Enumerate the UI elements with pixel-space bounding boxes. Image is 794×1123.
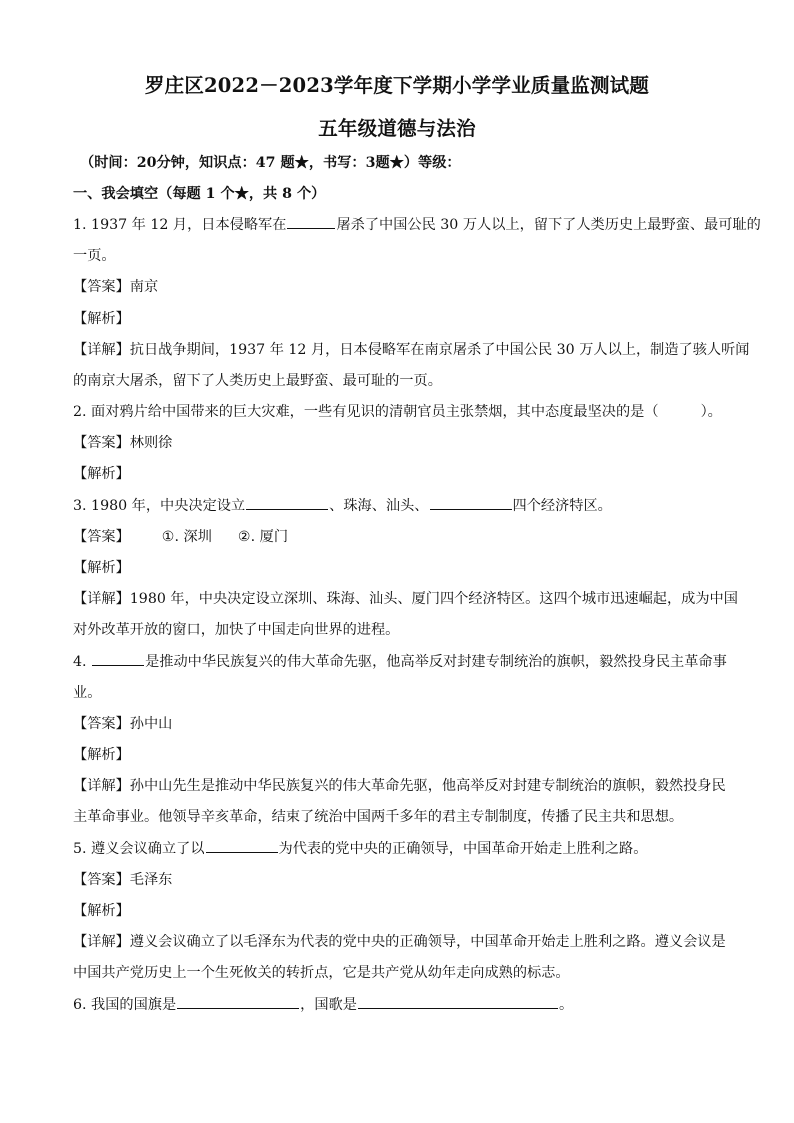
question-3 [73,495,728,515]
question-4 [73,651,728,671]
answer-tag: 【答案】 [73,435,130,451]
q6-text-mid: ，国歌是 [300,997,357,1013]
question-6 [73,994,728,1014]
q3-blank-2 [430,495,512,510]
q4-detail-text-1: 孙中山先生是推动中华民族复兴的伟大革命先驱，他高举反对封建专制统治的旗帜，毅然投身民 [129,778,726,794]
question-5 [73,838,728,858]
q6-text-pre: 6. 我国的国旗是 [73,997,177,1013]
q1-answer-value: 南京 [129,279,159,295]
q3-blank-1 [246,495,328,510]
q5-detail-line-1 [73,931,728,951]
q3-text-post: 四个经济特区。 [512,498,612,514]
q3-answer-2: 厦门 [259,529,289,545]
detail-tag: 【详解】 [73,934,130,950]
question-4-continued: 业。 [73,685,102,701]
q5-answer-value: 毛泽东 [129,872,173,888]
answer-tag: 【答案】 [73,716,130,732]
q4-analysis-tag: 【解析】 [73,747,130,763]
q5-answer [73,869,728,889]
q3-answer-1-mark: ①. [161,529,179,545]
q5-analysis-tag: 【解析】 [73,903,130,919]
q3-text-mid: 、珠海、汕头、 [329,498,429,514]
q2-analysis-tag: 【解析】 [73,466,130,482]
page-subtitle: 五年级道德与法治 [318,117,476,140]
page-title: 罗庄区2022－2023学年度下学期小学学业质量监测试题 [144,74,650,97]
section-heading: 一、我会填空（每题 1 个★，共 8 个） [73,186,326,202]
q4-answer-value: 孙中山 [129,716,173,732]
q6-text-post: 。 [558,997,574,1013]
q4-detail-line-2: 主革命事业。他领导辛亥革命，结束了统治中国两千多年的君主专制制度，传播了民主共和思想。 [73,809,684,825]
answer-tag: 【答案】 [73,279,130,295]
q1-detail-text-1: 抗日战争期间，1937 年 12 月，日本侵略军在南京屠杀了中国公民 30 万人以上，制造了骇人听闻 [129,342,750,358]
q1-text-post: 屠杀了中国公民 30 万人以上，留下了人类历史上最野蛮、最可耻的 [336,217,761,233]
q1-text-pre: 1. 1937 年 12 月，日本侵略军在 [73,217,287,233]
q3-detail-line-1 [73,588,738,608]
q6-blank-1 [177,994,299,1009]
q1-detail-line-1 [73,339,750,359]
answer-tag: 【答案】 [73,872,130,888]
q4-text-pre: 4. [73,654,87,670]
q5-detail-line-2: 中国共产党历史上一个生死攸关的转折点，它是共产党从幼年走向成熟的标志。 [73,965,570,981]
question-2 [73,401,728,421]
q1-answer [73,276,728,296]
question-1-continued: 一页。 [73,248,116,264]
q3-answer-1: 深圳 [183,529,212,545]
exam-meta: （时间：20分钟，知识点：47 题★，书写：3题★）等级： [80,155,461,171]
q2-text-pre: 2. 面对鸦片给中国带来的巨大灾难，一些有见识的清朝官员主张禁烟，其中态度最坚决的是（ [73,404,659,420]
q4-detail-line-1 [73,775,728,795]
detail-tag: 【详解】 [73,778,130,794]
question-1 [73,214,761,234]
detail-tag: 【详解】 [73,342,130,358]
answer-tag: 【答案】 [73,529,130,545]
q3-detail-line-2: 对外改革开放的窗口，加快了中国走向世界的进程。 [73,622,400,638]
q4-answer [73,713,728,733]
q5-detail-text-1: 遵义会议确立了以毛泽东为代表的党中央的正确领导，中国革命开始走上胜利之路。遵义会议是 [129,934,726,950]
q4-blank [92,651,144,666]
q3-detail-text-1: 1980 年，中央决定设立深圳、珠海、汕头、厦门四个经济特区。这四个城市迅速崛起，成为中国 [129,591,738,607]
q3-analysis-tag: 【解析】 [73,560,130,576]
q3-answer [73,526,728,546]
q6-blank-2 [358,994,558,1009]
q5-blank [206,838,278,853]
q4-text-post: 是推动中华民族复兴的伟大革命先驱，他高举反对封建专制统治的旗帜，毅然投身民主革命事 [145,654,727,670]
q1-blank [287,214,335,229]
detail-tag: 【详解】 [73,591,130,607]
q5-text-pre: 5. 遵义会议确立了以 [73,841,205,857]
q2-text-post: ）。 [700,404,722,420]
q5-text-post: 为代表的党中央的正确领导，中国革命开始走上胜利之路。 [278,841,648,857]
q2-answer-value: 林则徐 [129,435,173,451]
q3-text-pre: 3. 1980 年，中央决定设立 [73,498,246,514]
q1-analysis-tag: 【解析】 [73,311,130,327]
q3-answer-2-mark: ②. [237,529,256,545]
q1-detail-line-2: 的南京大屠杀，留下了人类历史上最野蛮、最可耻的一页。 [73,373,442,389]
q2-answer [73,432,728,452]
